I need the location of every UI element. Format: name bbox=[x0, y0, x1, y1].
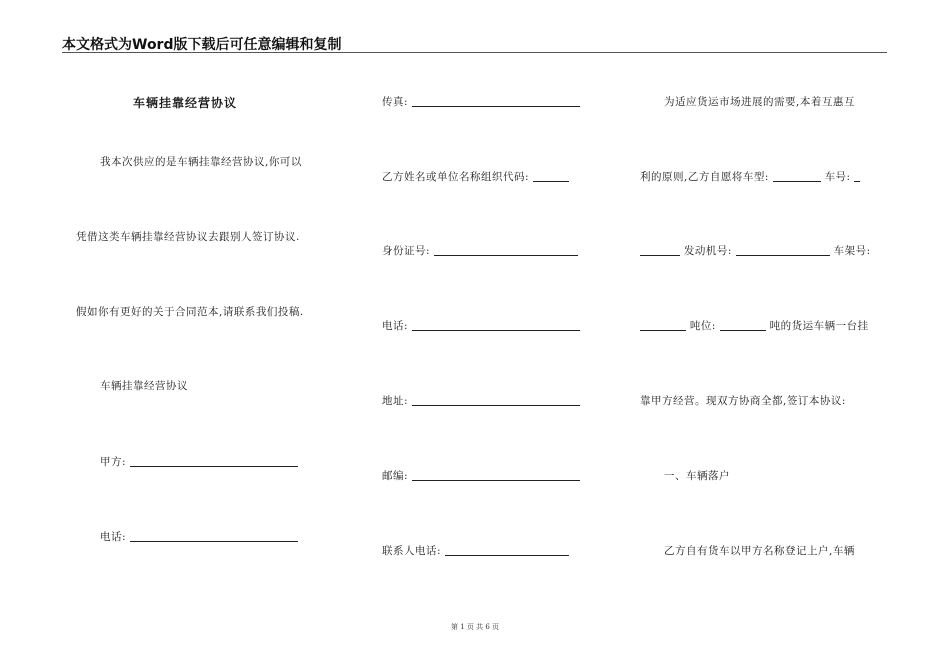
id-number-field bbox=[382, 243, 578, 258]
tonnage-blank bbox=[720, 319, 766, 331]
intro-line-1: 我本次供应的是车辆挂靠经营协议,你可以 bbox=[100, 156, 302, 168]
purpose-line-5: 靠甲方经营。现双方协商全都,签订本协议: bbox=[640, 395, 846, 407]
postcode-blank bbox=[412, 469, 580, 481]
plate-number-label: 车号: bbox=[824, 171, 851, 183]
party-b-phone-label: 电话: bbox=[382, 320, 409, 332]
engine-number-blank bbox=[736, 244, 830, 256]
address-field bbox=[382, 393, 580, 408]
postcode-field bbox=[382, 468, 580, 483]
page-number: 第 1 页 共 6 页 bbox=[450, 623, 500, 631]
fax-blank bbox=[412, 95, 580, 107]
document-title: 车辆挂靠经营协议 bbox=[133, 96, 238, 110]
section-1-heading: 一、车辆落户 bbox=[664, 470, 730, 482]
tonnage-label: 吨位: bbox=[689, 320, 716, 332]
vehicle-model-label: 利的原则,乙方自愿将车型: bbox=[640, 171, 769, 183]
frame-number-label: 车架号: bbox=[833, 245, 871, 257]
tonnage-line bbox=[640, 318, 869, 333]
party-b-phone-field bbox=[382, 318, 580, 333]
party-b-label: 乙方姓名或单位名称组织代码: bbox=[382, 171, 530, 183]
intro-line-2: 凭借这类车辆挂靠经营协议去跟别人签订协议. bbox=[76, 231, 300, 243]
contact-phone-blank bbox=[445, 544, 569, 556]
party-a-phone-blank bbox=[130, 530, 298, 542]
party-b-field bbox=[382, 169, 569, 184]
party-a-phone-field bbox=[100, 529, 298, 544]
engine-number-label: 发动机号: bbox=[683, 245, 732, 257]
document-header: 本文格式为Word版下载后可任意编辑和复制 bbox=[62, 37, 342, 53]
agreement-heading: 车辆挂靠经营协议 bbox=[100, 380, 188, 392]
contact-phone-field bbox=[382, 543, 569, 558]
plate-number-blank bbox=[854, 170, 860, 182]
postcode-label: 邮编: bbox=[382, 470, 409, 482]
party-b-phone-blank bbox=[412, 319, 580, 331]
party-a-phone-label: 电话: bbox=[100, 531, 127, 543]
address-label: 地址: bbox=[382, 395, 409, 407]
intro-line-3: 假如你有更好的关于合同范本,请联系我们投稿. bbox=[76, 306, 304, 318]
header-divider bbox=[62, 52, 887, 53]
tonnage-suffix: 吨的货运车辆一台挂 bbox=[769, 320, 869, 332]
fax-field bbox=[382, 94, 580, 109]
plate-number-blank-cont bbox=[640, 244, 680, 256]
party-a-field bbox=[100, 454, 298, 469]
vehicle-model-blank bbox=[773, 170, 821, 182]
engine-number-line bbox=[640, 243, 871, 258]
contact-phone-label: 联系人电话: bbox=[382, 545, 442, 557]
id-number-label: 身份证号: bbox=[382, 245, 431, 257]
frame-number-blank bbox=[640, 319, 686, 331]
party-a-label: 甲方: bbox=[100, 456, 127, 468]
section-1-line-1: 乙方自有货车以甲方名称登记上户,车辆 bbox=[664, 545, 855, 557]
id-number-blank bbox=[434, 244, 578, 256]
party-a-blank bbox=[130, 455, 298, 467]
vehicle-model-line bbox=[640, 169, 860, 184]
address-blank bbox=[412, 394, 580, 406]
party-b-blank bbox=[533, 170, 569, 182]
purpose-line-1: 为适应货运市场进展的需要,本着互惠互 bbox=[664, 96, 855, 108]
fax-label: 传真: bbox=[382, 96, 409, 108]
